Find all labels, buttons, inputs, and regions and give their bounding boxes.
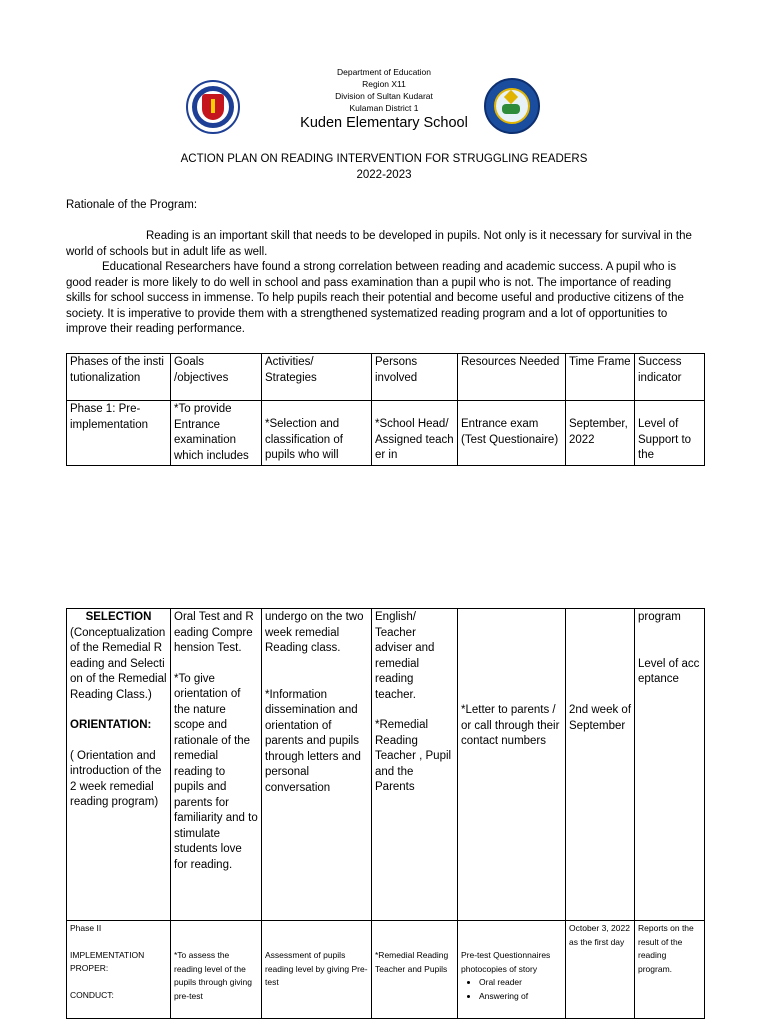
table-cell-activities: [262, 609, 372, 921]
resources-text: Pre-test Questionnaires photocopies of story: [461, 950, 551, 974]
phase-line: CONDUCT:: [70, 989, 114, 1000]
resources-text: *Letter to parents / or call through their contact numbers: [461, 704, 560, 747]
table-row: [67, 921, 705, 1019]
table-cell: Level of Support to the: [635, 401, 705, 466]
document-title: ACTION PLAN ON READING INTERVENTION FOR STRUGGLING READERS: [180, 153, 588, 165]
orientation-description: ( Orientation and introduction of the 2 week remedial reading program): [70, 749, 162, 808]
rationale-paragraph-1: Reading is an important skill that needs to be developed in pupils. Not only is it necessary for survival in the world of schools but in adult life as well.: [66, 230, 692, 258]
activity-text: undergo on the two week remedial Reading class.: [265, 611, 364, 654]
table-cell-goals: [171, 609, 262, 921]
column-header: Persons involved: [372, 354, 458, 401]
table-cell-time: [566, 609, 635, 921]
phase-line: Phase II: [70, 923, 102, 933]
persons-text: *Remedial Reading Teacher and Pupils: [375, 950, 449, 974]
column-header: Phases of the institutionalization: [67, 354, 171, 401]
column-header: Time Frame: [566, 354, 635, 401]
persons-text: English/ Teacher adviser and remedial reading teacher.: [375, 611, 435, 701]
table-cell: *School Head/Assigned teacher in: [372, 401, 458, 466]
column-header: Resources Needed: [458, 354, 566, 401]
column-header: Goals /objectives: [171, 354, 262, 401]
column-header: Activities/ Strategies: [262, 354, 372, 401]
table-cell: Phase 1: Pre-implementation: [67, 401, 171, 466]
persons-text: *Remedial Reading Teacher , Pupil and the Parents: [375, 719, 452, 793]
table-row: [67, 401, 705, 466]
header-lines: [0, 66, 768, 114]
selection-description: (Conceptualization of the Remedial Reading and Selection of the Remedial Reading Class.): [70, 626, 167, 701]
table-cell: *Selection and classification of pupils who will: [262, 401, 372, 466]
table-cell-phase: [67, 921, 171, 1019]
table-cell-success: [635, 609, 705, 921]
action-plan-table-phase-2: [66, 920, 705, 1019]
school-year: 2022-2023: [356, 169, 412, 181]
header-line: Division of Sultan Kudarat: [335, 91, 433, 101]
time-frame-text: 2nd week of September: [569, 704, 632, 732]
action-plan-table-continued: [66, 608, 705, 921]
table-cell-goals: [171, 921, 262, 1019]
table-cell-persons: [372, 609, 458, 921]
table-cell: *To provide Entrance examination which includes: [171, 401, 262, 466]
rationale-heading: Rationale of the Program:: [66, 199, 198, 211]
success-text: Level of acceptance: [638, 657, 700, 685]
resources-list: [461, 976, 562, 1003]
header-line: Region X11: [362, 79, 406, 89]
rationale-paragraph-2: Educational Researchers have found a strong correlation between reading and academic success. A pupil who is good reader is more likely to do well in school and pass examination than a pupil who is not. The importance of reading skills for school success in immense. To help pupils reach their potential and become useful and productive citizens of the society. It is imperative to provide them with a strengthened systematized reading program and a lot of opportunities to improve their reading performance.: [66, 261, 684, 336]
school-name: Kuden Elementary School: [300, 115, 468, 131]
header-line: Kulaman District 1: [349, 103, 419, 113]
goal-text: *To give orientation of the nature scope and rationale of the remedial reading to pupils and parents for familiarity and to stimulate students love for reading.: [174, 672, 258, 871]
table-cell-phase: [67, 609, 171, 921]
table-cell-activities: [262, 921, 372, 1019]
activity-text: Assessment of pupils reading level by giving Pre-test: [265, 950, 368, 988]
activity-text: *Information dissemination and orientation of parents and pupils through letters and personal conversation: [265, 688, 361, 794]
goal-text: *To assess the reading level of the pupils through giving pre-test: [174, 950, 252, 1001]
table-cell: September, 2022: [566, 401, 635, 466]
action-plan-table-header: [66, 353, 705, 466]
orientation-title: ORIENTATION:: [70, 719, 152, 731]
table-header-row: [67, 354, 705, 401]
header-line: Department of Education: [336, 67, 432, 77]
table-cell-time: October 3, 2022 as the first day: [566, 921, 635, 1019]
selection-title: SELECTION: [85, 611, 152, 623]
table-cell-resources: [458, 921, 566, 1019]
phase-line: IMPLEMENTATION PROPER:: [70, 949, 145, 974]
list-item: • Answering of: [479, 990, 562, 1004]
success-text: program: [638, 611, 681, 623]
table-cell-success: Reports on the result of the reading program.: [635, 921, 705, 1019]
table-row: [67, 609, 705, 921]
list-item: • Oral reader: [479, 976, 562, 990]
table-cell: Entrance exam (Test Questionaire): [458, 401, 566, 466]
goal-text: Oral Test and Reading Comprehension Test.: [174, 611, 254, 654]
table-cell-resources: [458, 609, 566, 921]
column-header: Success indicator: [635, 354, 705, 401]
table-cell-persons: [372, 921, 458, 1019]
